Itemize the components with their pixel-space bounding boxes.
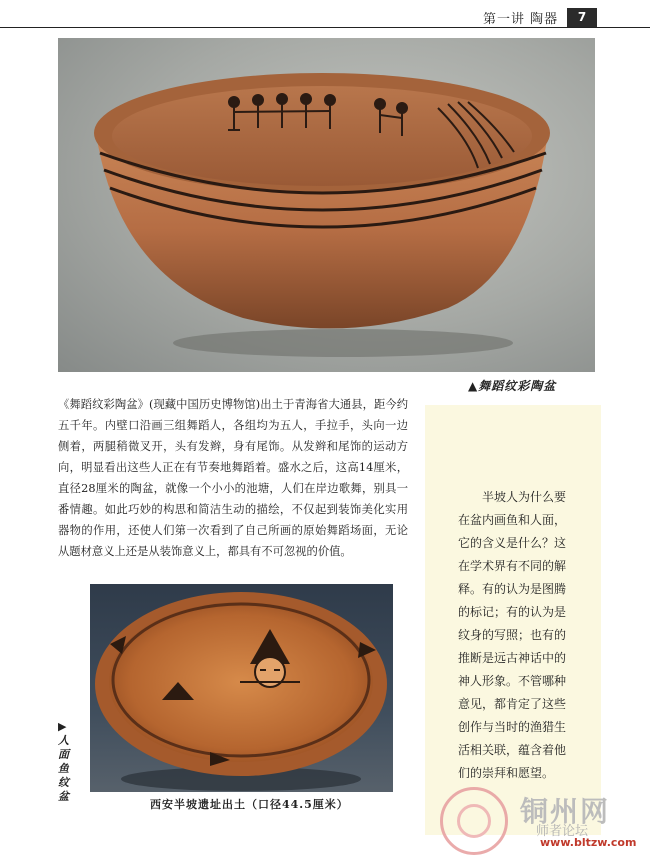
header-rule	[0, 27, 650, 28]
main-paragraph: 《舞蹈纹彩陶盆》(现藏中国历史博物馆)出土于青海省大通县，距今约五千年。内壁口沿画三组舞蹈人，各组均为五人，手拉手，头向一边侧着，两腿稍微叉开，头有发辫，身有尾饰。从发辫和尾饰的运动方向，明显看出这些人正在有节奏地舞蹈着。盛水之后，这高14厘米，直径28厘米的陶盆，就像一个小小的池塘，人们在岸边歌舞，别具一番情趣。如此巧妙的构思和简洁生动的描绘，不仅起到装饰美化实用器物的作用，还使人们第一次看到了自己所画的原始舞蹈场面，无论从题材意义上还是从装饰意义上，都具有不可忽视的价值。	[58, 398, 408, 559]
sidebar-paragraph: 半坡人为什么要在盆内画鱼和人面，它的含义是什么？这在学术界有不同的解释。有的认为是图腾的标记；有的认为是纹身的写照；也有的推断是远古神话中的神人形象。不管哪种意见，都肯定了这些创作与当时的渔猎生活相关联，蕴含着他们的崇拜和愿望。	[458, 490, 567, 780]
fish-basin-illustration	[90, 584, 393, 792]
dance-pattern-basin-photo	[58, 38, 595, 372]
dance-basin-illustration	[58, 38, 595, 372]
watermark-site-name: 铜州网	[520, 795, 611, 828]
figure2-caption: 西安半坡遗址出土（口径44.5厘米）	[150, 798, 349, 811]
running-header-title: 第一讲 陶器	[483, 12, 559, 27]
page-number: 7	[567, 8, 597, 27]
human-face-fish-basin-photo	[90, 584, 393, 792]
figure2-side-caption: ▶人面鱼纹盆	[58, 720, 69, 803]
watermark-logo-icon	[440, 787, 508, 855]
figure1-caption: ▲舞蹈纹彩陶盆	[468, 379, 557, 393]
watermark-url: www.bltzw.com	[540, 836, 637, 849]
watermark-forum-name: 师者论坛	[536, 824, 589, 839]
